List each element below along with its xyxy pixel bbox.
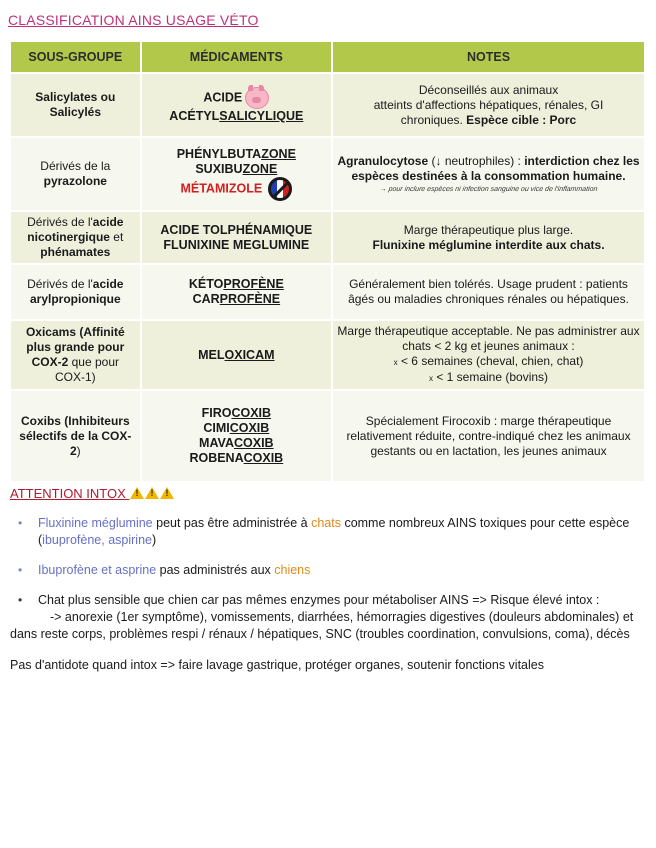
group-cell: Dérivés de la pyrazolone [10, 137, 141, 211]
group-cell: Oxicams (Affinité plus grande pour COX-2 que pour COX-1) [10, 320, 141, 390]
meds-cell: KÉTOPROFÈNE CARPROFÈNE [141, 264, 332, 320]
notes-cell: Marge thérapeutique acceptable. Ne pas administrer aux chats < 2 kg et jeunes animaux : x < 6 semaines (cheval, chien, chat) x < 1 semaine (bovins) [332, 320, 645, 390]
handwritten-note: → pour inclure espèces ni infection sanguine ou vice de l'inflammation [379, 186, 598, 193]
meds-cell: FIROCOXIB CIMICOXIB MAVACOXIB ROBENACOXIB [141, 390, 332, 482]
page-title: CLASSIFICATION AINS USAGE VÉTO [8, 12, 259, 28]
group-cell: Coxibs (Inhibiteurs sélectifs de la COX-2) [10, 390, 141, 482]
table-row [10, 73, 645, 137]
group-cell: Salicylates ou Salicylés [10, 73, 141, 137]
list-item: • Ibuprofène et asprine pas administrés aux chiens [18, 563, 311, 577]
group-cell: Dérivés de l'acide nicotinergique et phénamates [10, 211, 141, 264]
notes-cell: Agranulocytose (↓ neutrophiles) : interdiction chez les espèces destinées à la consommation humaine. → pour inclure espèces ni infection sanguine ou vice de l'inflammation [332, 137, 645, 211]
classification-table [9, 40, 646, 483]
warning-icon [160, 487, 174, 499]
notes-cell: Marge thérapeutique plus large. Flunixine méglumine interdite aux chats. [332, 211, 645, 264]
header-medicaments: MÉDICAMENTS [141, 41, 332, 73]
notes-cell: Spécialement Firocoxib : marge thérapeutique relativement réduite, contre-indiqué chez les animaux gestants ou en lactation, les jeunes animaux [332, 390, 645, 482]
symptoms-text: -> anorexie (1er symptôme), vomissements, diarrhées, hémorragies digestives (douleurs abdominales) et dans reste corps, problèmes respi / rénaux / hépatiques, SNC (troubles coordination, convulsions, coma), décès [10, 610, 634, 641]
closing-text: Pas d'antidote quand intox => faire lavage gastrique, protéger organes, soutenir fonctions vitales [10, 658, 544, 672]
table-row [10, 264, 645, 320]
meds-cell: PHÉNYLBUTAZONE SUXIBUZONE MÉTAMIZOLE [141, 137, 332, 211]
table-row [10, 137, 645, 211]
header-sous-groupe: SOUS-GROUPE [10, 41, 141, 73]
table-header-row [10, 41, 645, 73]
table-row [10, 390, 645, 482]
warning-icon [145, 487, 159, 499]
meds-cell: MELOXICAM [141, 320, 332, 390]
bullet-icon: • [18, 516, 23, 530]
meds-cell: ACIDE ACÉTYLSALICYLIQUE [141, 73, 332, 137]
table-row [10, 211, 645, 264]
group-cell: Dérivés de l'acide arylpropionique [10, 264, 141, 320]
header-notes: NOTES [332, 41, 645, 73]
bullet-icon: • [18, 593, 23, 607]
list-item: • Fluxinine méglumine peut pas être administrée à chats comme nombreux AINS toxiques pour cette espèce (ibuprofène, aspirine) [18, 516, 630, 547]
no-france-icon [268, 177, 292, 201]
attention-title: ATTENTION INTOX !!! [10, 486, 174, 501]
notes-cell: Déconseillés aux animaux atteints d'affections hépatiques, rénales, GI chroniques. Espèce cible : Porc [332, 73, 645, 137]
meds-cell: ACIDE TOLPHÉNAMIQUE FLUNIXINE MEGLUMINE [141, 211, 332, 264]
notes-cell: Généralement bien tolérés. Usage prudent : patients âgés ou maladies chroniques rénales ou hépatiques. [332, 264, 645, 320]
attention-body [10, 515, 640, 674]
list-item: • Chat plus sensible que chien car pas mêmes enzymes pour métaboliser AINS => Risque élevé intox : [18, 593, 600, 607]
table-row [10, 320, 645, 390]
pig-icon [245, 87, 269, 109]
bullet-icon: • [18, 563, 23, 577]
warning-icon [130, 487, 144, 499]
